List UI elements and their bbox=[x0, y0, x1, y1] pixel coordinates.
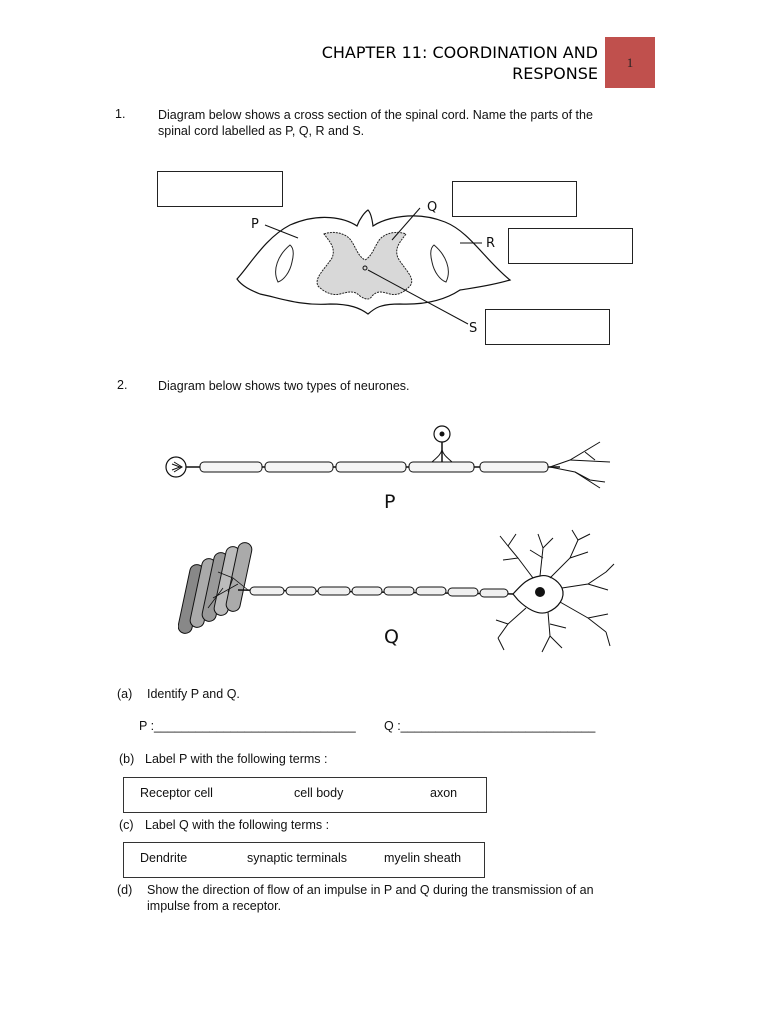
neurone-label-q: Q bbox=[384, 626, 399, 648]
spinal-label-r: R bbox=[486, 236, 496, 251]
part-d-marker: (d) bbox=[117, 883, 133, 897]
chapter-title bbox=[278, 42, 598, 84]
question-1-text bbox=[158, 107, 658, 139]
part-c-text: Label Q with the following terms : bbox=[145, 818, 330, 832]
spinal-label-p: P bbox=[251, 217, 259, 232]
term-synaptic-terminals: synaptic terminals bbox=[247, 851, 348, 865]
question-1-text-line1: Diagram below shows a cross section of the spinal cord. Name the parts of the bbox=[158, 108, 593, 122]
question-1-text-line2: spinal cord labelled as P, Q, R and S. bbox=[158, 124, 365, 138]
spinal-cord-cross-section-diagram bbox=[220, 190, 540, 345]
part-b-text: Label P with the following terms : bbox=[145, 752, 328, 766]
question-1-number: 1. bbox=[115, 107, 126, 121]
part-a-text: Identify P and Q. bbox=[147, 687, 240, 701]
synaptic-terminals-p bbox=[550, 442, 610, 488]
part-d-text bbox=[147, 882, 667, 914]
part-c-marker: (c) bbox=[119, 818, 134, 832]
page-number: 1 bbox=[626, 54, 634, 70]
part-d-text-line2: impulse from a receptor. bbox=[147, 899, 282, 913]
muscle-fibres bbox=[178, 541, 253, 634]
neurone-label-p: P bbox=[384, 491, 396, 513]
chapter-title-line2: RESPONSE bbox=[512, 64, 598, 83]
receptor-end bbox=[166, 457, 186, 477]
answer-line-q[interactable]: Q :____________________________ bbox=[384, 719, 596, 733]
spinal-label-q: Q bbox=[427, 200, 438, 215]
part-d-text-line1: Show the direction of flow of an impulse in P and Q during the transmission of an bbox=[147, 883, 594, 897]
terms-box-p bbox=[123, 777, 487, 813]
myelin-segments-p bbox=[200, 462, 548, 472]
term-receptor-cell: Receptor cell bbox=[140, 786, 213, 800]
answer-line-p[interactable]: P :_____________________________ bbox=[139, 719, 356, 733]
nucleus-q bbox=[535, 587, 545, 597]
term-dendrite: Dendrite bbox=[140, 851, 188, 865]
term-cell-body: cell body bbox=[294, 786, 344, 800]
term-axon: axon bbox=[430, 786, 458, 800]
terms-box-q bbox=[123, 842, 485, 878]
page-number-badge bbox=[605, 37, 655, 88]
chapter-title-line1: CHAPTER 11: COORDINATION AND bbox=[321, 43, 598, 62]
sensory-neurone-diagram bbox=[160, 420, 620, 495]
spinal-label-s: S bbox=[469, 321, 478, 336]
myelin-segments-q bbox=[250, 587, 508, 597]
question-2-number: 2. bbox=[117, 378, 128, 392]
term-myelin-sheath: myelin sheath bbox=[384, 851, 462, 865]
question-2-text: Diagram below shows two types of neurones. bbox=[158, 379, 410, 393]
part-a-marker: (a) bbox=[117, 687, 133, 701]
part-b-marker: (b) bbox=[119, 752, 135, 766]
